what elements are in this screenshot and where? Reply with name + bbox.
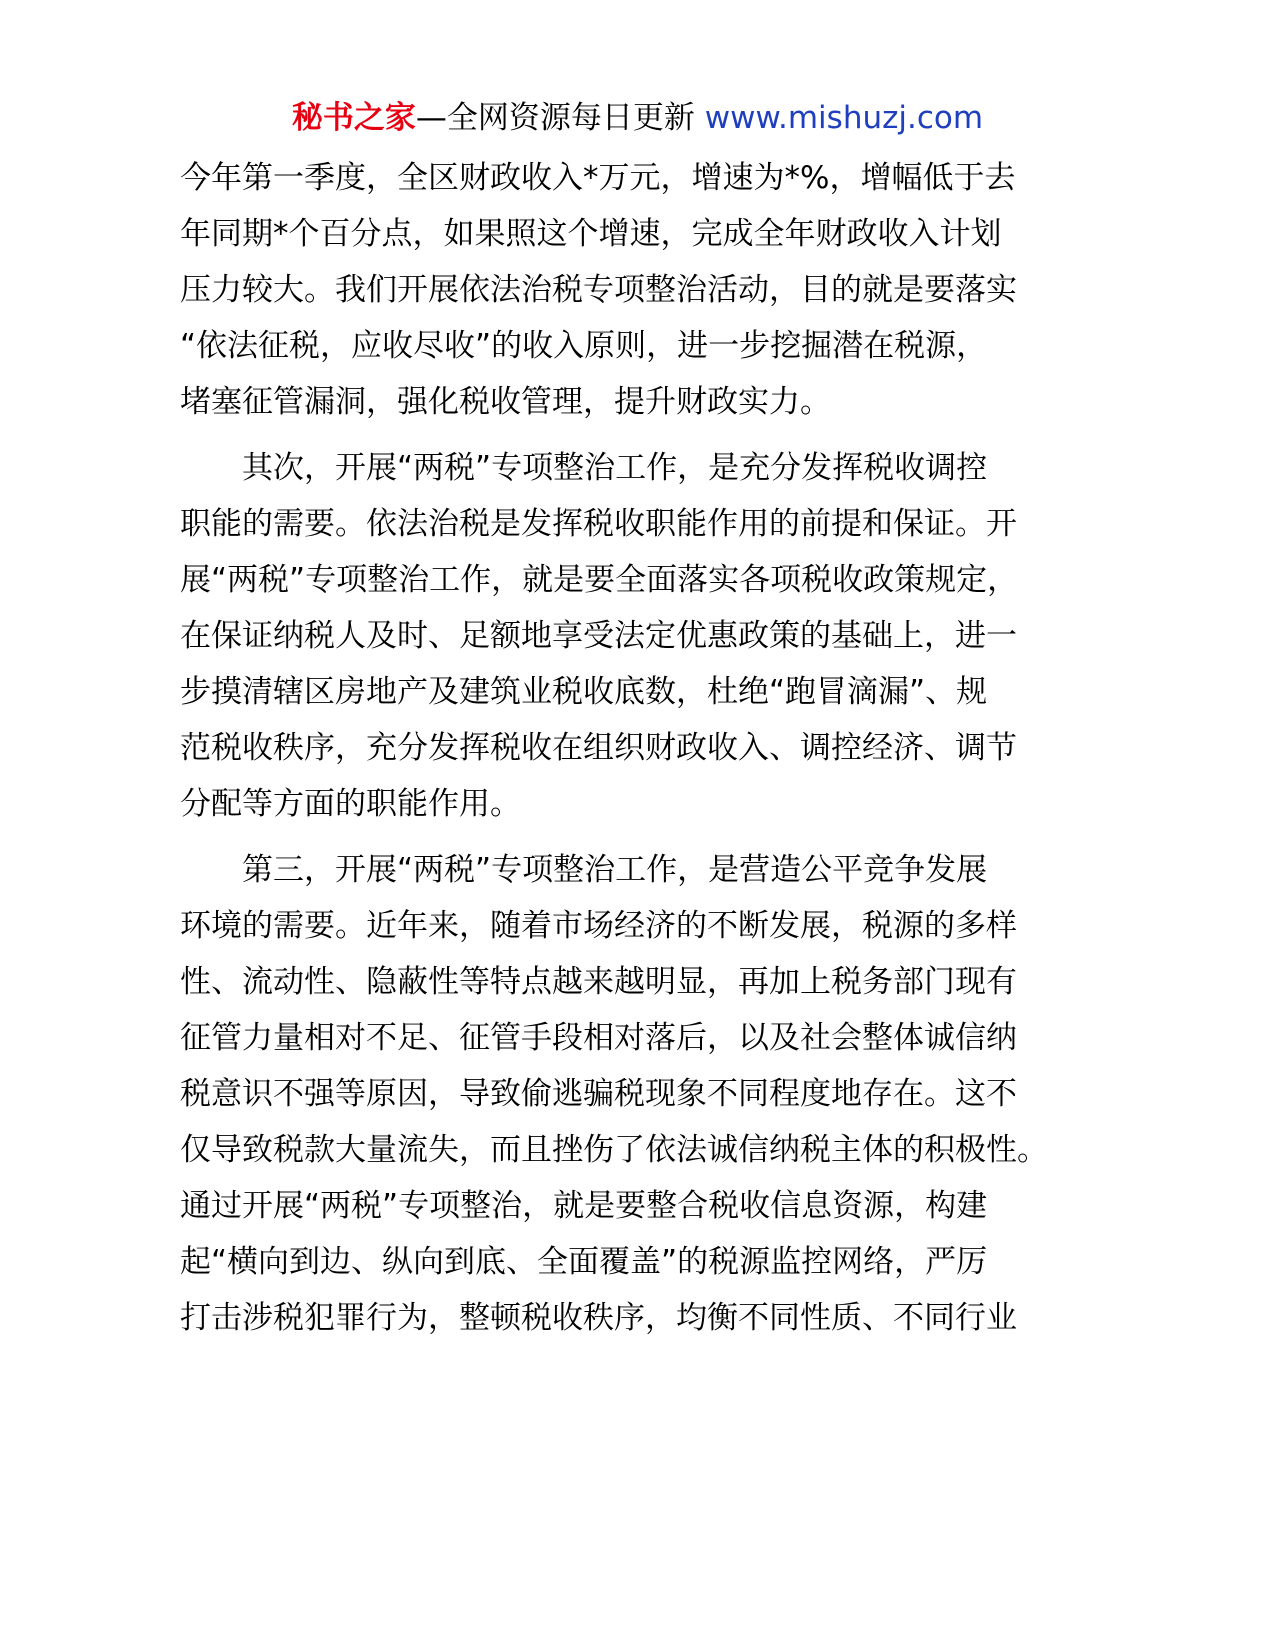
header-tagline: —全网资源每日更新 <box>415 100 705 136</box>
text-line: 今年第一季度，全区财政收入*万元，增速为*%，增幅低于去 <box>180 160 1016 196</box>
paragraph-1 <box>180 150 1075 430</box>
paragraph-2 <box>180 440 1075 832</box>
text-line: 税意识不强等原因，导致偷逃骗税现象不同程度地存在。这不 <box>180 1076 1017 1112</box>
paragraph-spacing <box>180 832 1075 842</box>
text-line: 起“横向到边、纵向到底、全面覆盖”的税源监控网络，严厉 <box>180 1244 988 1280</box>
text-line: 堵塞征管漏洞，强化税收管理，提升财政实力。 <box>180 384 831 420</box>
page-header <box>0 98 1275 138</box>
text-line: 步摸清辖区房地产及建筑业税收底数，杜绝“跑冒滴漏”、规 <box>180 674 988 710</box>
text-line: “依法征税，应收尽收”的收入原则，进一步挖掘潜在税源， <box>180 328 988 364</box>
text-line: 性、流动性、隐蔽性等特点越来越明显，再加上税务部门现有 <box>180 964 1017 1000</box>
text-line: 职能的需要。依法治税是发挥税收职能作用的前提和保证。开 <box>180 506 1017 542</box>
paragraph-3 <box>180 842 1075 1346</box>
text-line: 在保证纳税人及时、足额地享受法定优惠政策的基础上，进一 <box>180 618 1017 654</box>
text-line: 仅导致税款大量流失，而且挫伤了依法诚信纳税主体的积极性。 <box>180 1132 1048 1168</box>
text-line: 其次，开展“两税”专项整治工作，是充分发挥税收调控 <box>180 450 988 486</box>
text-line: 压力较大。我们开展依法治税专项整治活动，目的就是要落实 <box>180 272 1017 308</box>
text-line: 范税收秩序，充分发挥税收在组织财政收入、调控经济、调节 <box>180 730 1017 766</box>
text-line: 分配等方面的职能作用。 <box>180 786 521 822</box>
text-line: 征管力量相对不足、征管手段相对落后，以及社会整体诚信纳 <box>180 1020 1017 1056</box>
text-line: 环境的需要。近年来，随着市场经济的不断发展，税源的多样 <box>180 908 1017 944</box>
document-body <box>180 150 1075 1346</box>
paragraph-spacing <box>180 430 1075 440</box>
brand-name: 秘书之家 <box>291 100 416 136</box>
text-line: 展“两税”专项整治工作，就是要全面落实各项税收政策规定， <box>180 562 1019 598</box>
website-link[interactable]: www.mishuzj.com <box>704 100 984 136</box>
text-line: 通过开展“两税”专项整治，就是要整合税收信息资源，构建 <box>180 1188 988 1224</box>
text-line: 年同期*个百分点，如果照这个增速，完成全年财政收入计划 <box>180 216 1002 252</box>
text-line: 打击涉税犯罪行为，整顿税收秩序，均衡不同性质、不同行业 <box>180 1300 1017 1336</box>
text-line: 第三，开展“两税”专项整治工作，是营造公平竞争发展 <box>180 852 988 888</box>
